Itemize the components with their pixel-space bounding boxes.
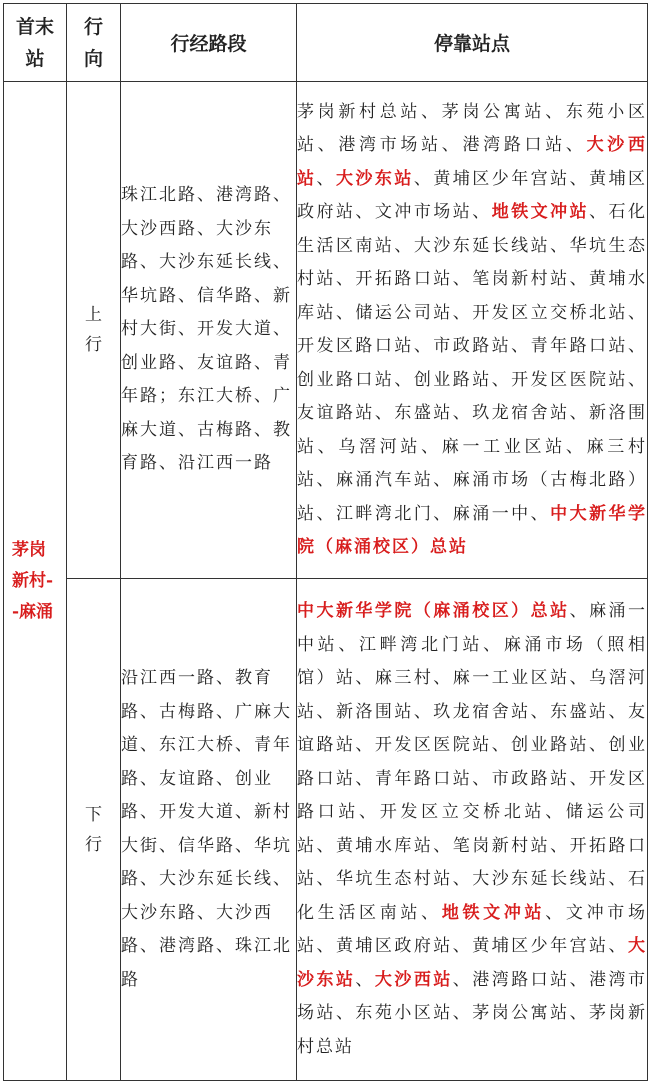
header-endpoints: 首末站 (4, 4, 67, 82)
stop-segment: 、文冲市场站、黄埔区政府站、黄埔区少年宫站、 (297, 902, 647, 956)
direction-text: 下行 (85, 804, 102, 855)
route-text: 珠江北路、港湾路、大沙西路、大沙东路、大沙东延长线、华坑路、信华路、新村大街、开发大道、创业路、友谊路、青年路；东江大桥、广麻大道、古梅路、教育路、沿江西一路 (121, 185, 292, 474)
direction-cell-down (67, 579, 121, 1081)
stop-segment: 、港湾路口站、港湾市场站、东苑小区站、茅岗公寓站、茅岗新村总站 (297, 969, 648, 1057)
stops-text (297, 96, 647, 565)
row-down (4, 579, 648, 1081)
direction-text: 上行 (85, 305, 102, 355)
route-cell-up (121, 82, 297, 579)
highlighted-stop: 地铁文冲站 (441, 902, 546, 923)
stops-text (297, 595, 647, 1064)
stop-segment: 、石化生活区南站、大沙东延长线站、华坑生态村站、开拓路口站、笔岗新村站、黄埔水库站、储运公司站、开发区立交桥北站、开发区路口站、市政路站、青年路口站、创业路口站、创业路站、开发区医院站、友谊路站、东盛站、玖龙宿舍站、新洛围站、乌滘河站、麻一工业区站、麻三村站、麻涌汽车站、麻涌市场（古梅北路）站、江畔湾北门、麻涌一中、 (297, 202, 648, 524)
stops-cell-up (297, 82, 648, 579)
highlighted-stop: 大沙东站 (335, 168, 414, 189)
header-route: 行经路段 (121, 4, 297, 82)
endpoints-text: 茅岗新村--麻涌 (12, 539, 54, 622)
header-direction: 行向 (67, 4, 121, 82)
row-up (4, 82, 648, 579)
direction-cell-up (67, 82, 121, 579)
stop-segment: 、麻涌一中站、江畔湾北门站、麻涌市场（照相馆）站、麻三村、麻一工业区站、乌滘河站、新洛围站、玖龙宿舍站、东盛站、友谊路站、开发区医院站、创业路站、创业路口站、青年路口站、市政路站、开发区路口站、开发区立交桥北站、储运公司站、黄埔水库站、笔岗新村站、开拓路口站、华坑生态村站、大沙东延长线站、石化生活区南站、 (297, 601, 648, 923)
highlighted-stop: 大沙东站 (297, 936, 647, 990)
stop-segment: 、 (316, 168, 336, 189)
route-cell-down (121, 579, 297, 1081)
endpoints-cell (4, 82, 67, 1081)
header-row (4, 4, 648, 82)
header-stops: 停靠站点 (297, 4, 648, 82)
highlighted-stop: 中大新华学院（麻涌校区）总站 (297, 601, 570, 621)
highlighted-stop: 大沙西站 (297, 135, 647, 189)
highlighted-stop: 中大新华学院（麻涌校区）总站 (297, 503, 648, 557)
highlighted-stop: 大沙西站 (374, 969, 453, 990)
stop-segment: 、 (355, 969, 375, 990)
highlighted-stop: 地铁文冲站 (491, 202, 590, 222)
stops-cell-down (297, 579, 648, 1081)
stop-segment: 茅岗新村总站、茅岗公寓站、东苑小区站、港湾市场站、港湾路口站、 (297, 101, 647, 155)
route-text: 沿江西一路、教育路、古梅路、广麻大道、东江大桥、青年路、友谊路、创业路、开发大道、新村大街、信华路、华坑路、大沙东延长线、大沙东路、大沙西路、港湾路、珠江北路 (121, 668, 292, 990)
bus-route-table (3, 3, 648, 1081)
stop-segment: 、黄埔区少年宫站、黄埔区政府站、文冲市场站、 (297, 168, 648, 222)
